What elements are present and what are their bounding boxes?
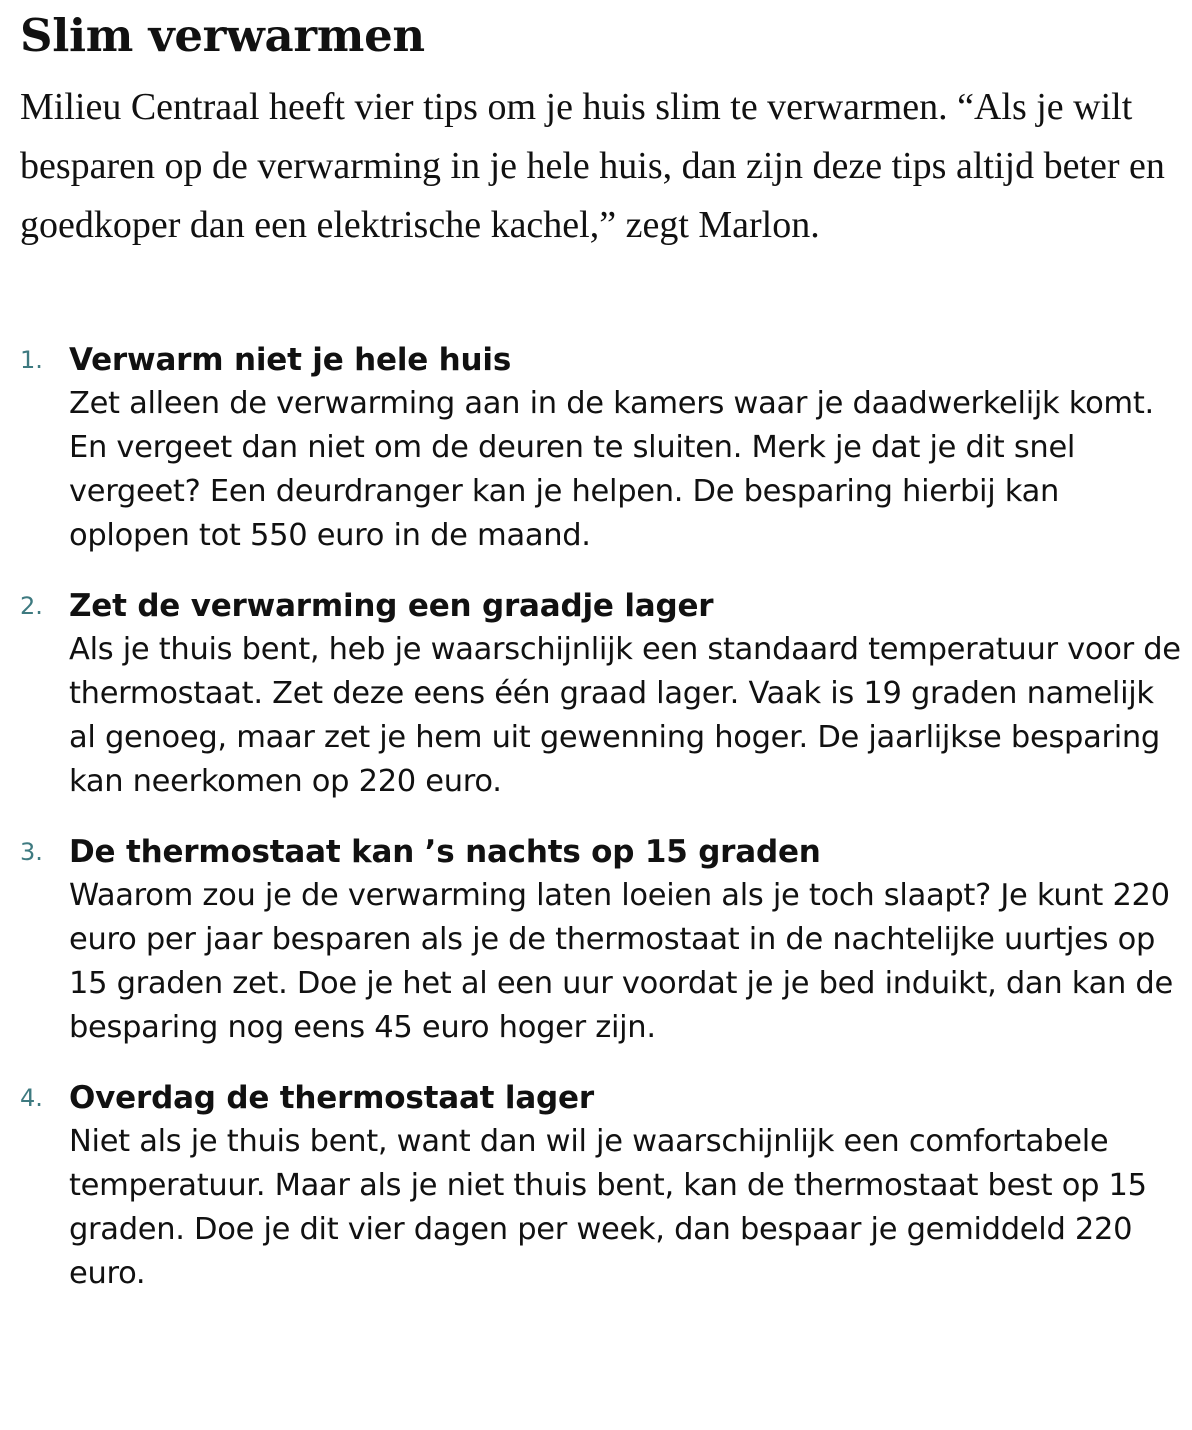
tip-heading: Zet de verwarming een graadje lager bbox=[69, 588, 714, 624]
tip-number: 4. bbox=[20, 1084, 43, 1112]
tip-text: Zet alleen de verwarming aan in de kamers waar je daadwerkelijk komt. En vergeet dan niet om de deuren te sluiten. Merk je dat je dit snel vergeet? Een deurdranger kan je helpen. De besparing hierbij kan oplopen tot 550 euro in de maand. bbox=[69, 386, 1154, 553]
tip-number: 1. bbox=[20, 346, 43, 374]
tip-item bbox=[20, 584, 1186, 804]
article bbox=[20, 0, 1186, 1322]
tip-heading: Verwarm niet je hele huis bbox=[69, 342, 512, 378]
tip-item bbox=[20, 1076, 1186, 1296]
tip-text: Als je thuis bent, heb je waarschijnlijk een standaard temperatuur voor de thermostaat. Zet deze eens één graad lager. Vaak is 19 graden namelijk al genoeg, maar zet je hem uit gewenning hoger. De jaarlijkse besparing kan neerkomen op 220 euro. bbox=[69, 632, 1181, 799]
tip-number: 3. bbox=[20, 838, 43, 866]
tip-number: 2. bbox=[20, 592, 43, 620]
article-intro: Milieu Centraal heeft vier tips om je huis slim te verwarmen. “Als je wilt besparen op de verwarming in je hele huis, dan zijn deze tips altijd beter en goedkoper dan een elektrische kachel,” zegt Marlon. bbox=[20, 86, 1165, 246]
tip-heading: Overdag de thermostaat lager bbox=[69, 1080, 594, 1116]
tips-list bbox=[20, 338, 1186, 1296]
tip-text: Waarom zou je de verwarming laten loeien als je toch slaapt? Je kunt 220 euro per jaar besparen als je de thermostaat in de nachtelijke uurtjes op 15 graden zet. Doe je het al een uur voordat je je bed induikt, dan kan de besparing nog eens 45 euro hoger zijn. bbox=[69, 878, 1173, 1045]
tip-heading: De thermostaat kan ’s nachts op 15 graden bbox=[69, 834, 821, 870]
tip-text: Niet als je thuis bent, want dan wil je waarschijnlijk een comfortabele temperatuur. Maar als je niet thuis bent, kan de thermostaat best op 15 graden. Doe je dit vier dagen per week, dan bespaar je gemiddeld 220 euro. bbox=[69, 1124, 1147, 1291]
article-title: Slim verwarmen bbox=[20, 9, 425, 62]
tip-item bbox=[20, 338, 1186, 558]
tip-item bbox=[20, 830, 1186, 1050]
